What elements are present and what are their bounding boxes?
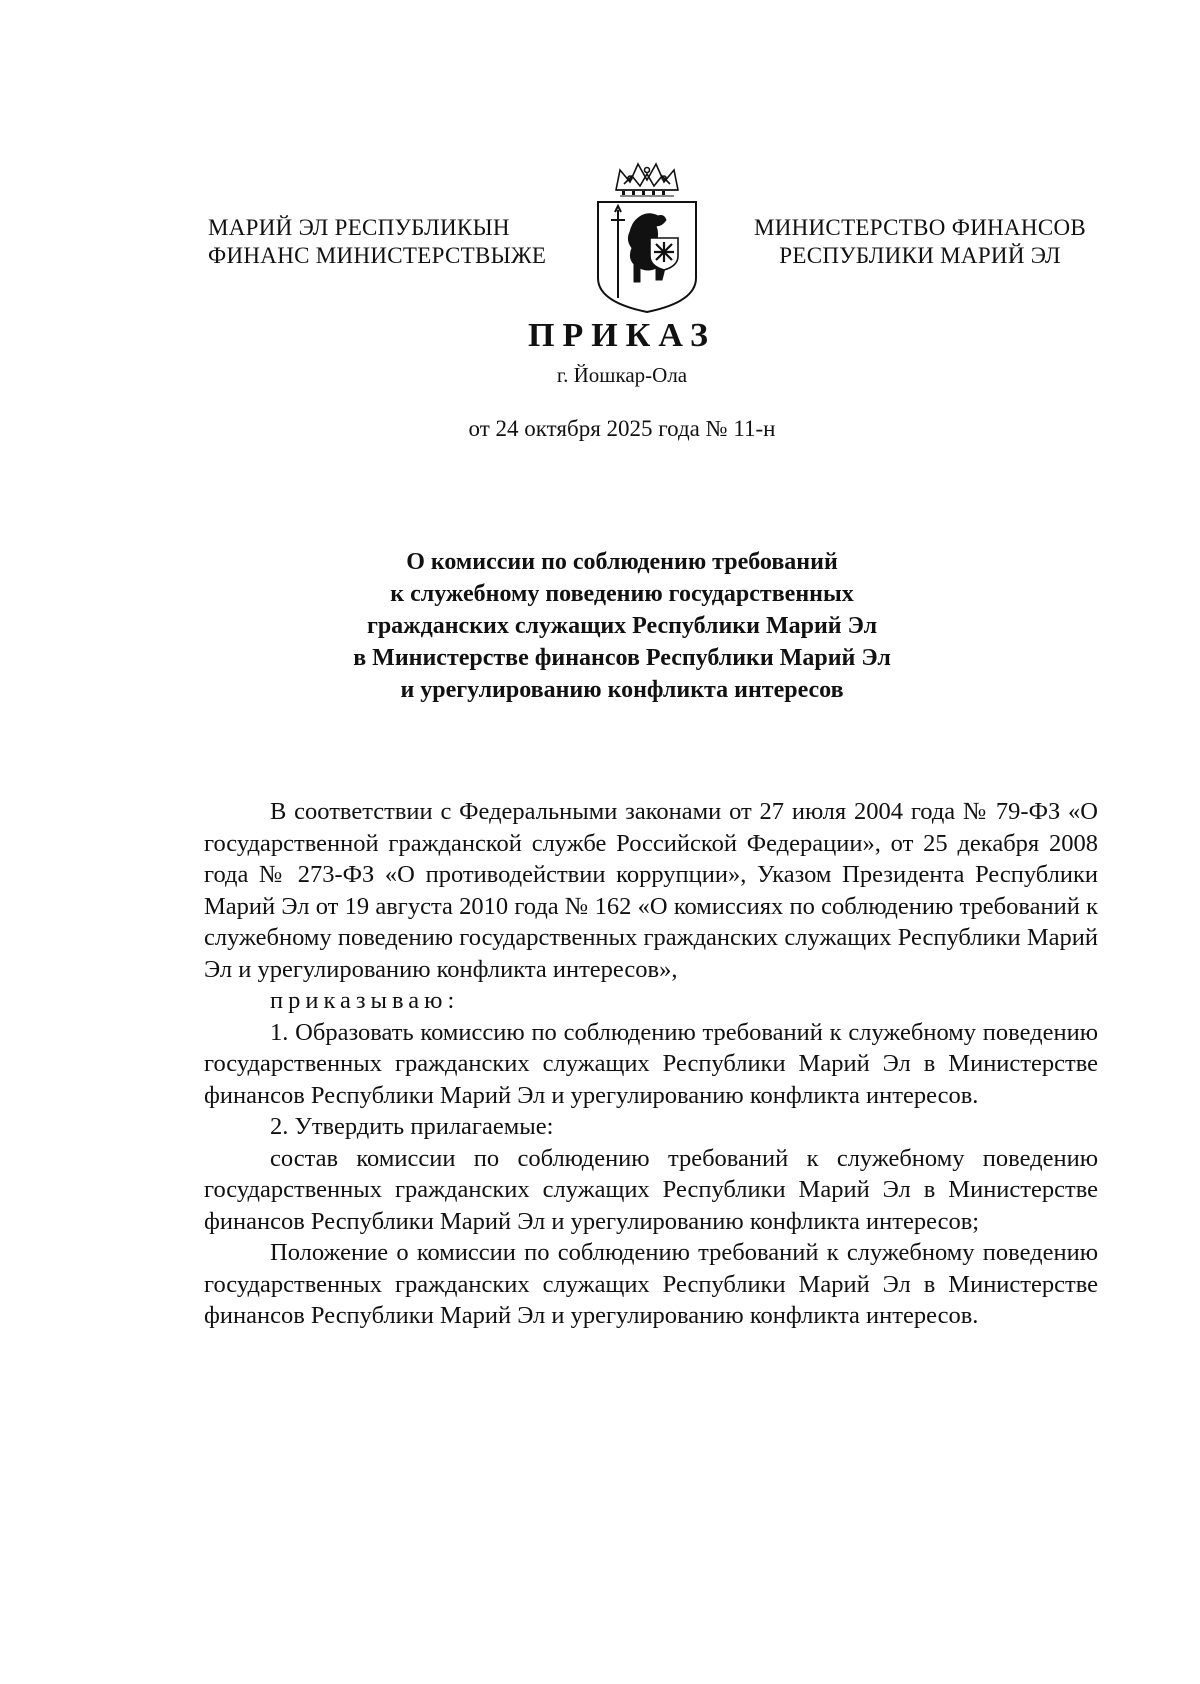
item-1-paragraph: 1. Образовать комиссию по соблюдению требований к служебному поведению государственных гражданских служащих Республики Марий Эл в Министерстве финансов Республики Марий Эл и урегулированию конфликта интересов. [204,1018,1098,1109]
header-right-russian [740,214,1100,270]
subject-line: О комиссии по соблюдению требований [406,549,838,575]
subject-line: в Министерстве финансов Республики Марий Эл [353,645,891,671]
item-2a-paragraph: состав комиссии по соблюдению требований к служебному поведению государственных гражданских служащих Республики Марий Эл в Министерстве финансов Республики Марий Эл и урегулированию конфликта интересов; [204,1144,1098,1235]
document-city: г. Йошкар-Ола [556,363,688,387]
header-left-mari [208,214,568,270]
header-left-line-1: МАРИЙ ЭЛ РЕСПУБЛИКЫН [208,215,510,240]
order-word: приказываю: [270,987,460,1014]
document-date-number: от 24 октября 2025 года № 11-н [468,416,776,441]
coat-of-arms-icon [592,160,702,315]
header-left-line-2: ФИНАНС МИНИСТЕРСТВЫЖЕ [208,243,547,268]
item-2-paragraph: 2. Утвердить прилагаемые: [270,1113,554,1140]
subject-line: к служебному поведению государственных [390,581,854,607]
document-type-title: ПРИКАЗ [528,317,716,354]
subject-line: и урегулированию конфликта интересов [400,677,844,703]
header-right-line-2: РЕСПУБЛИКИ МАРИЙ ЭЛ [779,243,1061,268]
preamble-paragraph: В соответствии с Федеральными законами от 27 июля 2004 года № 79-ФЗ «О государственной гражданской службе Российской Федерации», от 25 декабря 2008 года № 273-ФЗ «О противодействии коррупции», Указом Президента Республики Марий Эл от 19 августа 2010 года № 162 «О комиссиях по соблюдению требований к служебному поведению государственных гражданских служащих Республики Марий Эл и урегулированию конфликта интересов», [204,798,1098,983]
document-body [204,796,1098,1332]
subject-line: гражданских служащих Республики Марий Эл [366,613,878,639]
header-right-line-1: МИНИСТЕРСТВО ФИНАНСОВ [753,215,1087,240]
document-subject [0,546,1200,706]
item-2b-paragraph: Положение о комиссии по соблюдению требований к служебному поведению государственных гражданских служащих Республики Марий Эл в Министерстве финансов Республики Марий Эл и урегулированию конфликта интересов. [204,1239,1098,1329]
